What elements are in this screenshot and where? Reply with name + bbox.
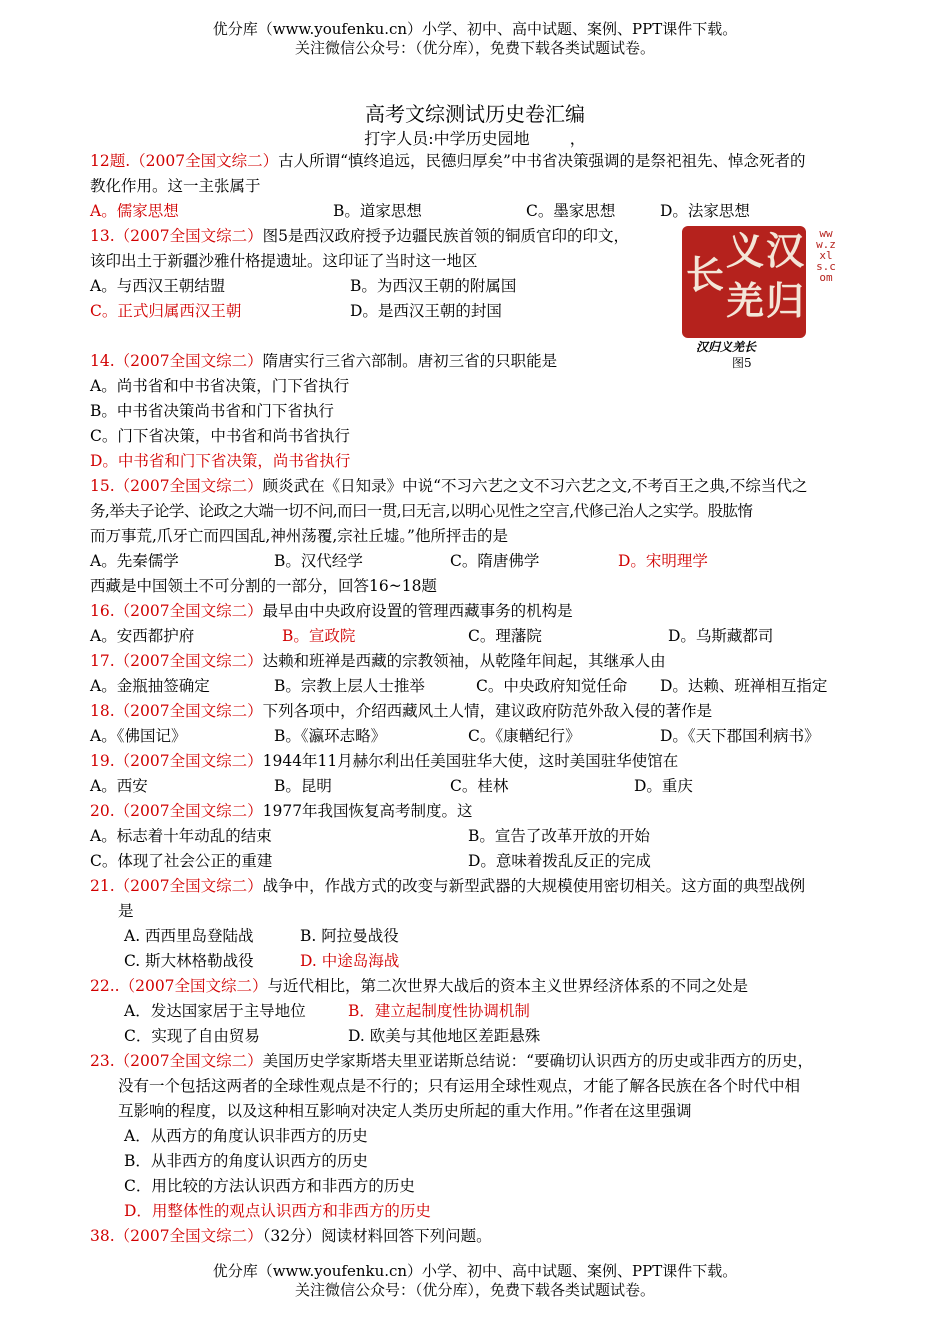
q17-option-c: C。中央政府知觉任命 (476, 677, 628, 695)
q19-line-1 (90, 749, 870, 774)
q12-number: 12题. (90, 152, 131, 170)
q21-line-2: 是 (118, 902, 134, 920)
q23-source: （2007全国文综二） (114, 1052, 263, 1070)
q13-line-2: 该印出土于新疆沙雅什格提遗址。这印证了当时这一地区 (90, 252, 478, 270)
q18-option-c: C。《康輶纪行》 (468, 727, 581, 745)
q20-option-a: A。标志着十年动乱的结束 (90, 827, 272, 845)
q22-text: 与近代相比，第二次世界大战后的资本主义世界经济体系的不同之处是 (267, 977, 749, 995)
q19-option-d: D。重庆 (634, 777, 693, 795)
q17-source: （2007全国文综二） (114, 652, 263, 670)
q14-option-c: C。门下省决策，中书省和尚书省执行 (90, 427, 350, 445)
q12-option-a: A。儒家思想 (90, 202, 179, 220)
seal-char-5: 长 (686, 252, 725, 297)
q22-option-b: B．建立起制度性协调机制 (348, 1002, 530, 1020)
q17-option-d: D。达赖、班禅相互指定 (660, 677, 828, 695)
q12-line-1 (90, 149, 870, 174)
q16-text: 最早由中央政府设置的管理西藏事务的机构是 (262, 602, 573, 620)
q19-number: 19. (90, 752, 115, 770)
q21-source: （2007全国文综二） (114, 877, 263, 895)
q16-option-b: B。宣政院 (282, 627, 356, 645)
q20-option-b: B。宣告了改革开放的开始 (468, 827, 650, 845)
q18-text: 下列各项中，介绍西藏风土人情，建议政府防范外敌入侵的著作是 (262, 702, 713, 720)
q15-option-d: D。宋明理学 (618, 552, 708, 570)
q14-text: 隋唐实行三省六部制。唐初三省的只职能是 (262, 352, 558, 370)
q18-options (90, 724, 870, 749)
q20-options-row-1 (90, 824, 870, 849)
q17-option-a: A。金瓶抽签确定 (90, 677, 210, 695)
q15-option-b: B。汉代经学 (274, 552, 363, 570)
q20-text: 1977年我国恢复高考制度。这 (262, 802, 473, 820)
q22-option-d: D. 欧美与其他地区差距悬殊 (348, 1027, 541, 1045)
q14-number: 14. (90, 352, 115, 370)
q23-option-b: B．从非西方的角度认识西方的历史 (124, 1152, 368, 1170)
q15-line-1 (90, 474, 870, 499)
typist: 打字人员:中学历史园地 (364, 129, 530, 148)
q21-options-row-1 (90, 924, 870, 949)
q16-number: 16. (90, 602, 115, 620)
q15-source: （2007全国文综二） (114, 477, 263, 495)
q17-option-b: B。宗教上层人士推举 (274, 677, 425, 695)
q18-line-1 (90, 699, 870, 724)
seal-char-1: 汉 (766, 228, 805, 273)
footer-line-1: 优分库（www.youfenku.cn）小学、初中、高中试题、案例、PPT课件下载。 (212, 1262, 738, 1280)
q16-option-d: D。乌斯藏都司 (668, 627, 774, 645)
q21-option-d: D. 中途岛海战 (300, 952, 400, 970)
typist-comma: ， (569, 129, 586, 148)
q22-source: （2007全国文综二） (119, 977, 268, 995)
q38-number: 38. (90, 1227, 115, 1245)
q13-source: （2007全国文综二） (114, 227, 263, 245)
document-title: 高考文综测试历史卷汇编 (365, 102, 585, 126)
intro-16-18: 西藏是中国领土不可分割的一部分，回答16~18题 (90, 577, 437, 595)
q18-option-d: D。《天下郡国利病书》 (660, 727, 820, 745)
q20-options-row-2 (90, 849, 870, 874)
q15-number: 15. (90, 477, 115, 495)
q38-text: （32分）阅读材料回答下列问题。 (262, 1227, 492, 1245)
header-line-1: 优分库（www.youfenku.cn）小学、初中、高中试题、案例、PPT课件下载。 (212, 20, 738, 38)
q17-text: 达赖和班禅是西藏的宗教领袖，从乾隆年间起，其继承人由 (262, 652, 666, 670)
q20-number: 20. (90, 802, 115, 820)
q38-line-1 (90, 1224, 870, 1249)
q14-option-d: D。中书省和门下省决策，尚书省执行 (90, 452, 351, 470)
q19-text: 1944年11月赫尔利出任美国驻华大使，这时美国驻华使馆在 (262, 752, 679, 770)
q12-option-c: C。墨家思想 (526, 202, 616, 220)
q19-source: （2007全国文综二） (114, 752, 263, 770)
q13-options-row-2 (90, 299, 870, 324)
q20-line-1 (90, 799, 870, 824)
q21-line-1 (90, 874, 870, 899)
q16-options (90, 624, 870, 649)
q19-option-b: B。昆明 (274, 777, 332, 795)
q18-option-b: B。《瀛环志略》 (274, 727, 387, 745)
q23-line-1 (90, 1049, 870, 1074)
q22-dot: . (114, 977, 120, 995)
q14-option-a: A。尚书省和中书省决策，门下省执行 (90, 377, 350, 395)
q21-options-row-2 (90, 949, 870, 974)
q21-option-a: A. 西西里岛登陆战 (124, 927, 254, 945)
q17-options (90, 674, 870, 699)
q18-option-a: A。《佛国记》 (90, 727, 187, 745)
seal-char-3: 义 (726, 228, 765, 273)
q19-options (90, 774, 870, 799)
q23-option-c: C．用比较的方法认识西方和非西方的历史 (124, 1177, 415, 1195)
q20-source: （2007全国文综二） (114, 802, 263, 820)
q13-text-1: 图5是西汉政府授予边疆民族首领的铜质官印的印文， (262, 227, 629, 245)
q15-line-3: 而万事荒,爪牙亡而四国乱,神州荡覆,宗社丘墟。”他所抨击的是 (90, 527, 508, 545)
seal-char-4: 羌 (726, 278, 765, 323)
q13-options-row-1 (90, 274, 870, 299)
q13-option-d: D。是西汉王朝的封国 (350, 302, 502, 320)
q22-options-row-1 (90, 999, 870, 1024)
q23-line-2: 没有一个包括这两者的全球性观点是不行的；只有运用全球性观点，才能了解各民族在各个时代中相 (118, 1077, 801, 1095)
q12-options (90, 199, 870, 224)
q19-option-a: A。西安 (90, 777, 148, 795)
footer-line-2: 关注微信公众号：（优分库），免费下载各类试题试卷。 (294, 1281, 655, 1299)
exam-content (90, 149, 870, 1249)
q21-text-1: 战争中，作战方式的改变与新型武器的大规模使用密切相关。这方面的典型战例 (262, 877, 806, 895)
q15-option-c: C。隋唐佛学 (450, 552, 540, 570)
q21-option-b: B. 阿拉曼战役 (300, 927, 399, 945)
page-header (0, 20, 950, 58)
q14-option-b: B。中书省决策尚书省和门下省执行 (90, 402, 334, 420)
q20-option-d: D。意味着拨乱反正的完成 (468, 852, 651, 870)
q16-option-a: A。安西都护府 (90, 627, 195, 645)
header-line-2: 关注微信公众号：（优分库），免费下载各类试题试卷。 (294, 39, 655, 57)
q13-number: 13. (90, 227, 115, 245)
q13-line-1 (90, 224, 870, 249)
q16-source: （2007全国文综二） (114, 602, 263, 620)
q23-text-1: 美国历史学家斯塔夫里亚诺斯总结说：“要确切认识西方的历史或非西方的历史， (262, 1052, 814, 1070)
q12-option-b: B。道家思想 (333, 202, 422, 220)
q13-option-b: B。为西汉王朝的附属国 (350, 277, 517, 295)
q23-line-3: 互影响的程度，以及这种相互影响对决定人类历史所起的重大作用。”作者在这里强调 (118, 1102, 692, 1120)
q15-line-2: 务,举夫子论学、论政之大端一切不问,而曰一贯,曰无言,以明心见性之空言,代修己治人之实学。股肱惰 (90, 502, 753, 520)
q22-options-row-2 (90, 1024, 870, 1049)
q38-source: （2007全国文综二） (114, 1227, 263, 1245)
spacer (90, 324, 870, 349)
q12-option-d: D。法家思想 (660, 202, 750, 220)
q22-option-a: A．发达国家居于主导地位 (124, 1002, 306, 1020)
q21-option-c: C. 斯大林格勒战役 (124, 952, 254, 970)
q15-text-1: 顾炎武在《日知录》中说“不习六艺之文不习六艺之文,不考百王之典,不综当代之 (262, 477, 808, 495)
q13-option-a: A。与西汉王朝结盟 (90, 277, 226, 295)
page-footer (0, 1262, 950, 1300)
q19-option-c: C。桂林 (450, 777, 509, 795)
q16-option-c: C。理藩院 (468, 627, 542, 645)
seal-char-2: 归 (766, 278, 805, 323)
q22-number: 22. (90, 977, 115, 995)
seal-watermark-url: www.zxls.com (816, 227, 836, 284)
q17-number: 17. (90, 652, 115, 670)
q14-source: （2007全国文综二） (114, 352, 263, 370)
q23-option-a: A．从西方的角度认识非西方的历史 (124, 1127, 368, 1145)
q17-line-1 (90, 649, 870, 674)
seal-caption: 汉归义羌长 (696, 340, 757, 354)
q14-line-1 (90, 349, 870, 374)
q15-options (90, 549, 870, 574)
q20-option-c: C。体现了社会公正的重建 (90, 852, 273, 870)
q18-source: （2007全国文综二） (114, 702, 263, 720)
q22-line-1 (90, 974, 870, 999)
q18-number: 18. (90, 702, 115, 720)
q23-option-d: D．用整体性的观点认识西方和非西方的历史 (124, 1202, 431, 1220)
q12-text-1: 古人所谓“慎终追远，民德归厚矣”中书省决策强调的是祭祀祖先、悼念死者的 (278, 152, 806, 170)
q23-number: 23. (90, 1052, 115, 1070)
q12-source: （2007全国文综二） (130, 152, 279, 170)
q16-line-1 (90, 599, 870, 624)
q15-option-a: A。先秦儒学 (90, 552, 179, 570)
q13-option-c: C。正式归属西汉王朝 (90, 302, 242, 320)
q12-line-2: 教化作用。这一主张属于 (90, 177, 261, 195)
typist-line (0, 126, 950, 149)
q22-option-c: C．实现了自由贸易 (124, 1027, 260, 1045)
q21-number: 21. (90, 877, 115, 895)
figure-label: 图5 (732, 356, 752, 370)
